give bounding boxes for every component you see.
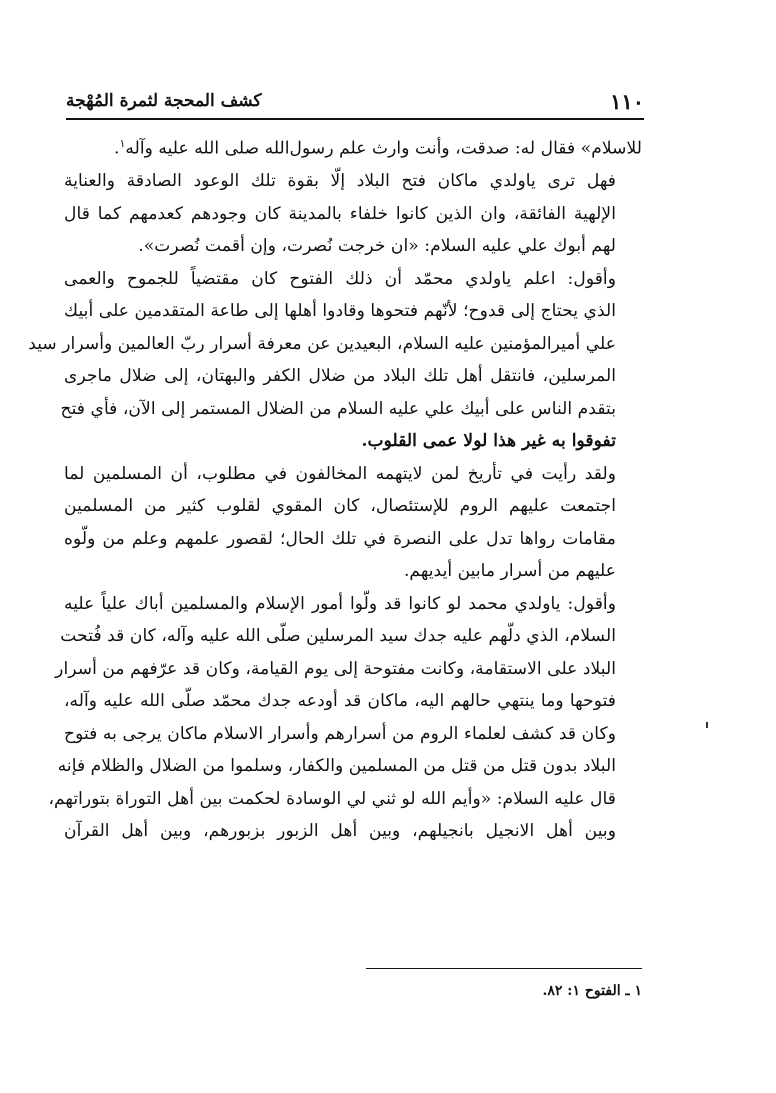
page-number: ١١٠ xyxy=(610,88,644,114)
paragraph-1 xyxy=(64,128,642,165)
paragraph-4 xyxy=(64,458,642,588)
text-line: مقامات رواها تدل على النصرة في تلك الحال؛ لقصور علمهم وعلم من ولّوه xyxy=(64,528,616,549)
text-line: الإلهية الفائقة، وان الذين كانوا خلفاء بالمدينة كان وجودهم كعدمهم كما قال xyxy=(64,203,616,224)
scan-speck xyxy=(706,722,708,728)
text-line: البلاد بدون قتل من قتل من المسلمين والكفار، وسلموا من الضلال والظلام فإنه xyxy=(57,756,616,777)
text-line: اجتمعت عليهم الروم للإستئصال، كان المقوي لقلوب كثير من المسلمين xyxy=(64,496,616,517)
text-line: فهل ترى ياولدي ماكان فتح البلاد إلّا بقوة تلك الوعود الصادقة والعناية xyxy=(64,171,616,192)
text-line: السلام، الذي دلّهم عليه جدك سيد المرسلين صلّى الله عليه وآله، كان قد فُتحت xyxy=(60,626,616,647)
paragraph-3 xyxy=(28,263,642,458)
text-line: بتقدم الناس على أبيك علي عليه السلام من الضلال المستمر إلى الآن، فأي فتح xyxy=(60,398,616,419)
text-line: المرسلين، فانتقل أهل تلك البلاد من ضلال الكفر والبهتان، إلى ضلال ماجرى xyxy=(64,366,616,387)
text-line: وبين أهل الانجيل بانجيلهم، وبين أهل الزبور بزبورهم، وبين أهل القرآن xyxy=(64,821,616,842)
text-line: قال عليه السلام: «وأيم الله لو ثني لي الوسادة لحكمت بين أهل التوراة بتوراتهم، xyxy=(48,788,616,809)
page-body xyxy=(28,128,642,848)
paragraph-2 xyxy=(64,165,642,263)
text-line: وأقول: ياولدي محمد لو كانوا قد ولّوا أمور الإسلام والمسلمين أباك علياً عليه xyxy=(64,593,616,614)
text-line: الذي يحتاج إلى قدوح؛ لأنّهم فتحوها وقادوا أهلها إلى طاعة المتقدمين على أبيك xyxy=(64,301,616,322)
text-line: وكان قد كشف لعلماء الروم من أسرارهم وأسرار الاسلام ماكان يرجى به فتوح xyxy=(64,723,616,744)
text-line: تفوقوا به غير هذا لولا عمى القلوب. xyxy=(361,431,616,452)
text-line: عليهم من أسرار مابين أيديهم. xyxy=(403,561,616,582)
text-line: لهم أبوك علي عليه السلام: «ان خرجت نُصرت، وإن أقمت نُصرت». xyxy=(138,236,616,257)
text-line: للاسلام» فقال له: صدقت، وأنت وارث علم رسول‌الله صلى الله عليه وآله$^١$. xyxy=(114,137,642,159)
page-header xyxy=(66,86,644,116)
footnote-divider xyxy=(366,968,642,969)
text-line: وأقول: اعلم ياولدي محمّد أن ذلك الفتوح كان مقتضياً للجموح والعمى xyxy=(64,268,616,289)
text-line: علي أميرالمؤمنين عليه السلام، البعيدين عن معرفة أسرار ربّ العالمين وأسرار سيد xyxy=(28,333,616,354)
paragraph-5 xyxy=(48,588,642,848)
footnote: ١ ـ الفتوح ١: ٨٢. xyxy=(542,983,642,999)
text-line: البلاد على الاستقامة، وكانت مفتوحة إلى يوم القيامة، وكان قد عرّفهم من أسرار xyxy=(55,658,616,679)
text-line: ولقد رأيت في تأريخ لمن لايتهمه المخالفون في مطلوب، أن المسلمين لما xyxy=(64,463,616,484)
text-line: فتوحها وما ينتهي حالهم اليه، ماكان قد أودعه جدك محمّد صلّى الله عليه وآله، xyxy=(64,691,616,712)
header-divider xyxy=(66,118,644,120)
footnote-ref[interactable]: ١ xyxy=(119,137,126,150)
running-title: كشف المحجة لثمرة المُهْجة xyxy=(66,91,262,111)
